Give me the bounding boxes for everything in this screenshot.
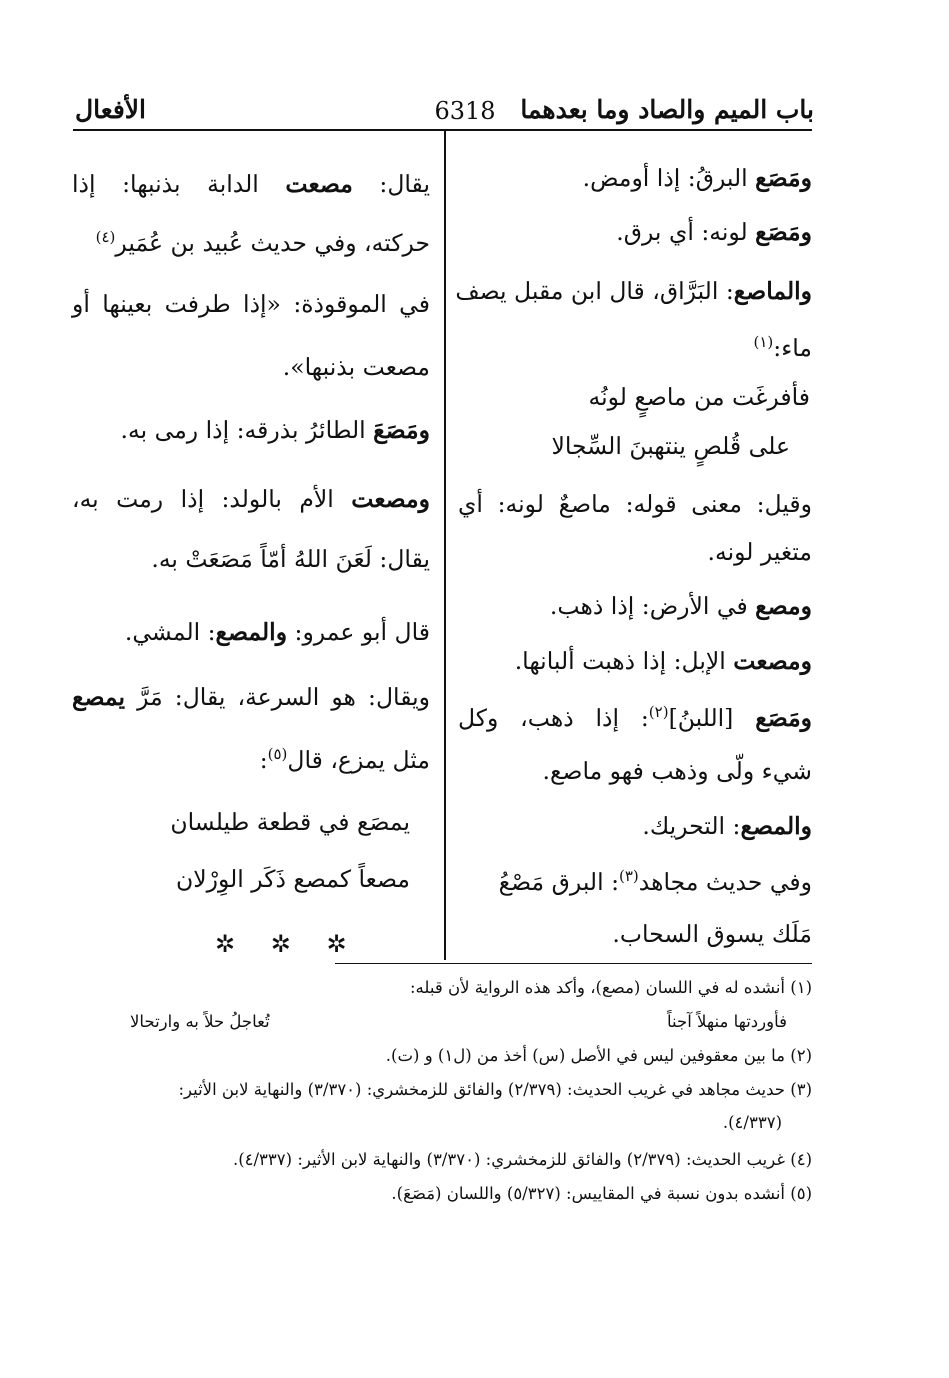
footnote-ref[interactable]: (٥): [267, 745, 288, 763]
footnote: (٤/٣٣٧).: [722, 1113, 782, 1132]
section-separator-stars: ✲ ✲ ✲: [215, 930, 361, 958]
entry-line: حركته، وفي حديث عُبيد بن عُمَير$^{(٤)}$: [95, 228, 430, 257]
footnote: (١) أنشده له في اللسان (مصع)، وأكد هذه الرواية لأن قبله:: [409, 978, 812, 997]
entry-line: مَلَك يسوق السحاب.: [612, 920, 812, 948]
entry-line: والمصع: التحريك.: [642, 812, 812, 840]
entry-line: مصعت بذنبها».: [282, 353, 430, 381]
footnote-ref[interactable]: (٢): [648, 703, 669, 721]
verse-hemistich: فأفرغَت من ماصعٍ لونُه: [588, 383, 810, 411]
footnote: (٥) أنشده بدون نسبة في المقاييس: (٥/٣٢٧) واللسان (مَصَعَ).: [391, 1184, 812, 1203]
entry-line: ويقال: هو السرعة، يقال: مَرَّ يمصع: [72, 683, 430, 711]
section-title: الأفعال: [75, 95, 146, 124]
footnote-ref[interactable]: (٤): [95, 228, 116, 246]
footnote-rule: [335, 963, 812, 964]
footnote-ref[interactable]: (٣): [618, 867, 639, 885]
entry-line: متغير لونه.: [707, 538, 812, 566]
entry-line: مثل يمزع، قال$^{(٥)}$:: [259, 745, 430, 774]
entry-line: ومَصَع البرقُ: إذا أومض.: [582, 164, 812, 192]
verse-hemistich: يمصَع في قطعة طيلسان: [170, 808, 410, 836]
entry-line: ومَصَع لونه: أي برق.: [616, 218, 812, 246]
entry-line: يقال: لَعَنَ اللهُ أمّاً مَصَعَتْ به.: [151, 545, 430, 573]
page-number: 6318: [434, 97, 496, 125]
footnote-ref[interactable]: (١): [753, 333, 774, 351]
verse-hemistich: مصعاً كمصع ذَكَر الوِرْلان: [176, 865, 410, 893]
entry-line: وفي حديث مجاهد$^{(٣)}$: البرق مَصْعُ: [498, 867, 812, 896]
chapter-title: باب الميم والصاد وما بعدهما: [520, 95, 814, 124]
footnote: (٣) حديث مجاهد في غريب الحديث: (٢/٣٧٩) والفائق للزمخشري: (٣/٣٧٠) والنهاية لابن الأثير:: [178, 1080, 812, 1099]
entry-line: ماء:$^{(١)}$: [753, 333, 812, 362]
entry-line: في الموقوذة: «إذا طرفت بعينها أو: [72, 290, 430, 318]
verse-hemistich: على قُلصٍ ينتهبنَ السِّجالا: [551, 432, 790, 460]
column-divider: [444, 131, 446, 960]
entry-line: شيء ولّى وذهب فهو ماصع.: [542, 757, 812, 785]
entry-line: ومصعت الإبل: إذا ذهبت ألبانها.: [514, 647, 812, 675]
footnote: (٢) ما بين معقوفين ليس في الأصل (س) أخذ من (ل١) و (ت).: [385, 1046, 812, 1065]
entry-line: قال أبو عمرو: والمصع: المشي.: [124, 618, 430, 646]
footnote: (٤) غريب الحديث: (٢/٣٧٩) والفائق للزمخشري: (٣/٣٧٠) والنهاية لابن الأثير: (٤/٣٣٧).: [232, 1150, 812, 1169]
entry-line: ومصع في الأرض: إذا ذهب.: [549, 592, 812, 620]
entry-line: ومَصَعَ الطائرُ بذرقه: إذا رمى به.: [120, 416, 430, 444]
entry-line: وقيل: معنى قوله: ماصعٌ لونه: أي: [458, 490, 812, 518]
footnote-verse: تُعاجلُ حلاً به وارتحالا: [130, 1012, 270, 1031]
header-rule: [73, 129, 812, 131]
entry-line: والماصع: البَرَّاق، قال ابن مقبل يصف: [455, 277, 812, 305]
entry-line: ومَصَع [اللبنُ]$^{(٢)}$: إذا ذهب، وكل: [458, 703, 813, 732]
footnote-verse: فأوردتها منهلاً آجناً: [667, 1012, 787, 1031]
entry-line: ومصعت الأم بالولد: إذا رمت به،: [72, 485, 430, 513]
entry-line: يقال: مصعت الدابة بذنبها: إذا: [72, 170, 430, 198]
